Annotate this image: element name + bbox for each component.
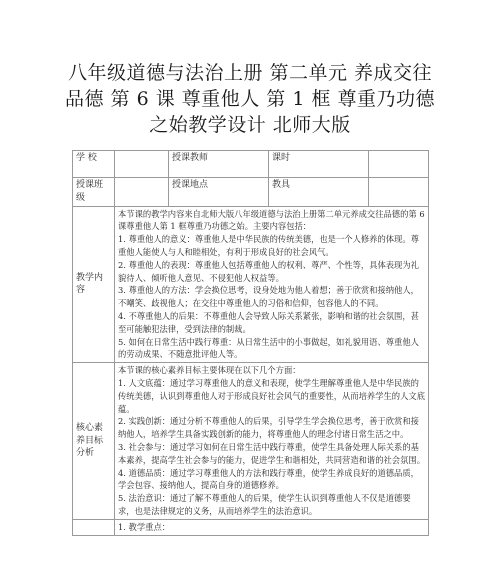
literacy-paragraph: 3. 社会参与：通过学习如何在日常生活中践行尊重，使学生具备处理人际关系的基本素养，提高学生社会参与的能力，促进学生和谐相处，共同营造和谐的社会氛围。 [118,441,425,465]
content-paragraph: 5. 如何在日常生活中践行尊重：从日常生活中的小事做起，如礼貌用语、尊重他人的劳动成果、不随意批评他人等。 [118,336,419,360]
core-literacy-text [115,363,429,520]
content-paragraph: 本节课的教学内容来自北师大版八年级道德与法治上册第二单元养成交往品德的第 6 课尊重他人第 1 框尊重乃功德之始。主要内容包括： [118,208,425,232]
label-teacher: 授课教师 [169,151,269,178]
literacy-paragraph: 本节课的核心素养目标主要体现在以下几个方面： [118,365,301,376]
label-teaching-content: 教学内容 [73,206,115,363]
label-core-literacy: 核心素养目标分析 [73,363,115,520]
table-row-teaching-content [73,206,429,363]
content-paragraph: 2. 尊重他人的表现：尊重他人包括尊重他人的权利、尊严、个性等，具体表现为礼貌待人、倾听他人意见、不侵犯他人权益等。 [118,259,419,283]
content-paragraph: 4. 不尊重他人的后果：不尊重他人会导致人际关系紧张，影响和谐的社会氛围，甚至可能触犯法律，受到法律的制裁。 [118,310,419,334]
teaching-content-text [115,206,429,363]
key-points-line: 1. 教学重点： [118,521,171,532]
literacy-paragraph: 4. 道德品质：通过学习尊重他人的方法和践行尊重，使学生养成良好的道德品质，学会包容、接纳他人，提高自身的道德修养。 [118,467,419,491]
label-location: 授课地点 [169,178,269,207]
label-textbook: 教具 [269,178,369,207]
content-paragraph: 1. 尊重他人的意义：尊重他人是中华民族的传统美德，也是一个人修养的体现。尊重他人能使人与人和睦相处，有利于形成良好的社会风气。 [118,234,419,257]
content-paragraph: 3. 尊重他人的方法：学会换位思考，设身处地为他人着想；善于欣赏和接纳他人，不嘲笑、歧视他人；在交往中尊重他人的习俗和信仰，包容他人的不同。 [118,285,419,309]
key-points-text [115,519,429,535]
table-row-key-points [73,519,429,535]
label-class: 授课班级 [73,178,115,207]
title-line-2: 品德 第 6 课 尊重他人 第 1 框 尊重乃功德 [65,88,435,110]
label-key-points [73,519,115,535]
title-line-3: 之始教学设计 北师大版 [149,114,351,136]
literacy-paragraph: 5. 法治意识：通过了解不尊重他人的后果，使学生认识到尊重他人不仅是道德要求，也是法律规定的义务，从而培养学生的法治意识。 [118,493,411,516]
literacy-paragraph: 1. 人文底蕴：通过学习尊重他人的意义和表现，使学生理解尊重他人是中华民族的传统美德，认识到尊重他人对于形成良好社会风气的重要性，从而培养学生的人文底蕴。 [118,377,425,414]
value-hours [369,151,429,178]
label-school: 学 校 [73,151,115,178]
table-row-class [73,178,429,207]
document-title [60,60,440,138]
table-row-core-literacy [73,363,429,520]
value-school [115,151,169,178]
label-hours: 课时 [269,151,369,178]
value-textbook [369,178,429,207]
table-row-school [73,151,429,178]
title-line-1: 八年级道德与法治上册 第二单元 养成交往 [67,62,433,84]
literacy-paragraph: 2. 实践创新：通过分析不尊重他人的后果，引导学生学会换位思考，善于欣赏和接纳他人，培养学生具备实践创新的能力，将尊重他人的理念付诸日常生活之中。 [118,416,419,440]
value-class [115,178,169,207]
lesson-plan-table [72,150,429,536]
